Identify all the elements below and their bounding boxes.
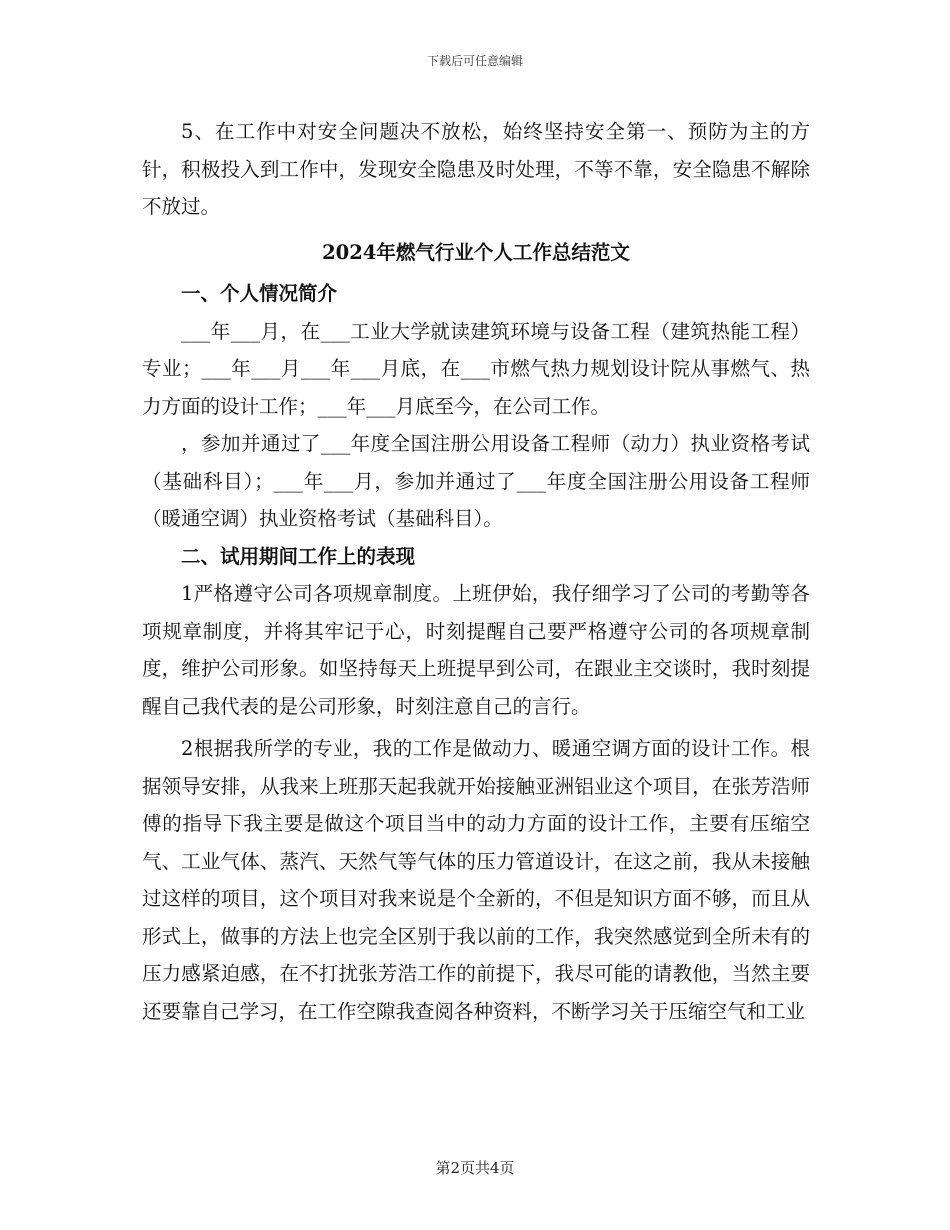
section-heading-probation: 二、试用期间工作上的表现 (181, 544, 416, 568)
paragraph-education: ___年___月，在___工业大学就读建筑环境与设备工程（建筑热能工程）专业；___年___月___年___月底，在___市燃气热力规划设计院从事燃气、热力方面的设计工作；___年___月底至今，在公司工作。 (142, 319, 810, 418)
document-body (142, 113, 810, 1030)
document-title: 2024年燃气行业个人工作总结范文 (322, 240, 630, 264)
paragraph-rules: 1严格遵守公司各项规章制度。上班伊始，我仔细学习了公司的考勤等各项规章制度，并将其牢记于心，时刻提醒自己要严格遵守公司的各项规章制度，维护公司形象。如坚持每天上班提早到公司，在跟业主交谈时，我时刻提醒自己我代表的是公司形象，时刻注意自己的言行。 (142, 582, 810, 718)
paragraph-qualification: ，参加并通过了___年度全国注册公用设备工程师（动力）执业资格考试（基础科目）；___年___月，参加并通过了___年度全国注册公用设备工程师（暖通空调）执业资格考试（基础科目）。 (142, 432, 810, 530)
intro-paragraph: 5、在工作中对安全问题决不放松，始终坚持安全第一、预防为主的方针，积极投入到工作中，发现安全隐患及时处理，不等不靠，安全隐患不解除不放过。 (142, 120, 810, 218)
section-heading-personal-info: 一、个人情况简介 (181, 282, 338, 305)
page-footer: 第2页共4页 (435, 1159, 515, 1177)
paragraph-design-work: 2根据我所学的专业，我的工作是做动力、暖通空调方面的设计工作。根据领导安排，从我来上班那天起我就开始接触亚洲铝业这个项目，在张芳浩师傅的指导下我主要是做这个项目当中的动力方面的设计工作，主要有压缩空气、工业气体、蒸汽、天然气等气体的压力管道设计，在这之前，我从未接触过这样的项目，这个项目对我来说是个全新的，不但是知识方面不够，而且从形式上，做事的方法上也完全区别于我以前的工作，我突然感觉到全所未有的压力感紧迫感，在不打扰张芳浩工作的前提下，我尽可能的请教他，当然主要还要靠自己学习，在工作空隙我查阅各种资料，不断学习关于压缩空气和工业 (142, 737, 810, 1023)
page-header: 下载后可任意编辑 (426, 54, 523, 68)
